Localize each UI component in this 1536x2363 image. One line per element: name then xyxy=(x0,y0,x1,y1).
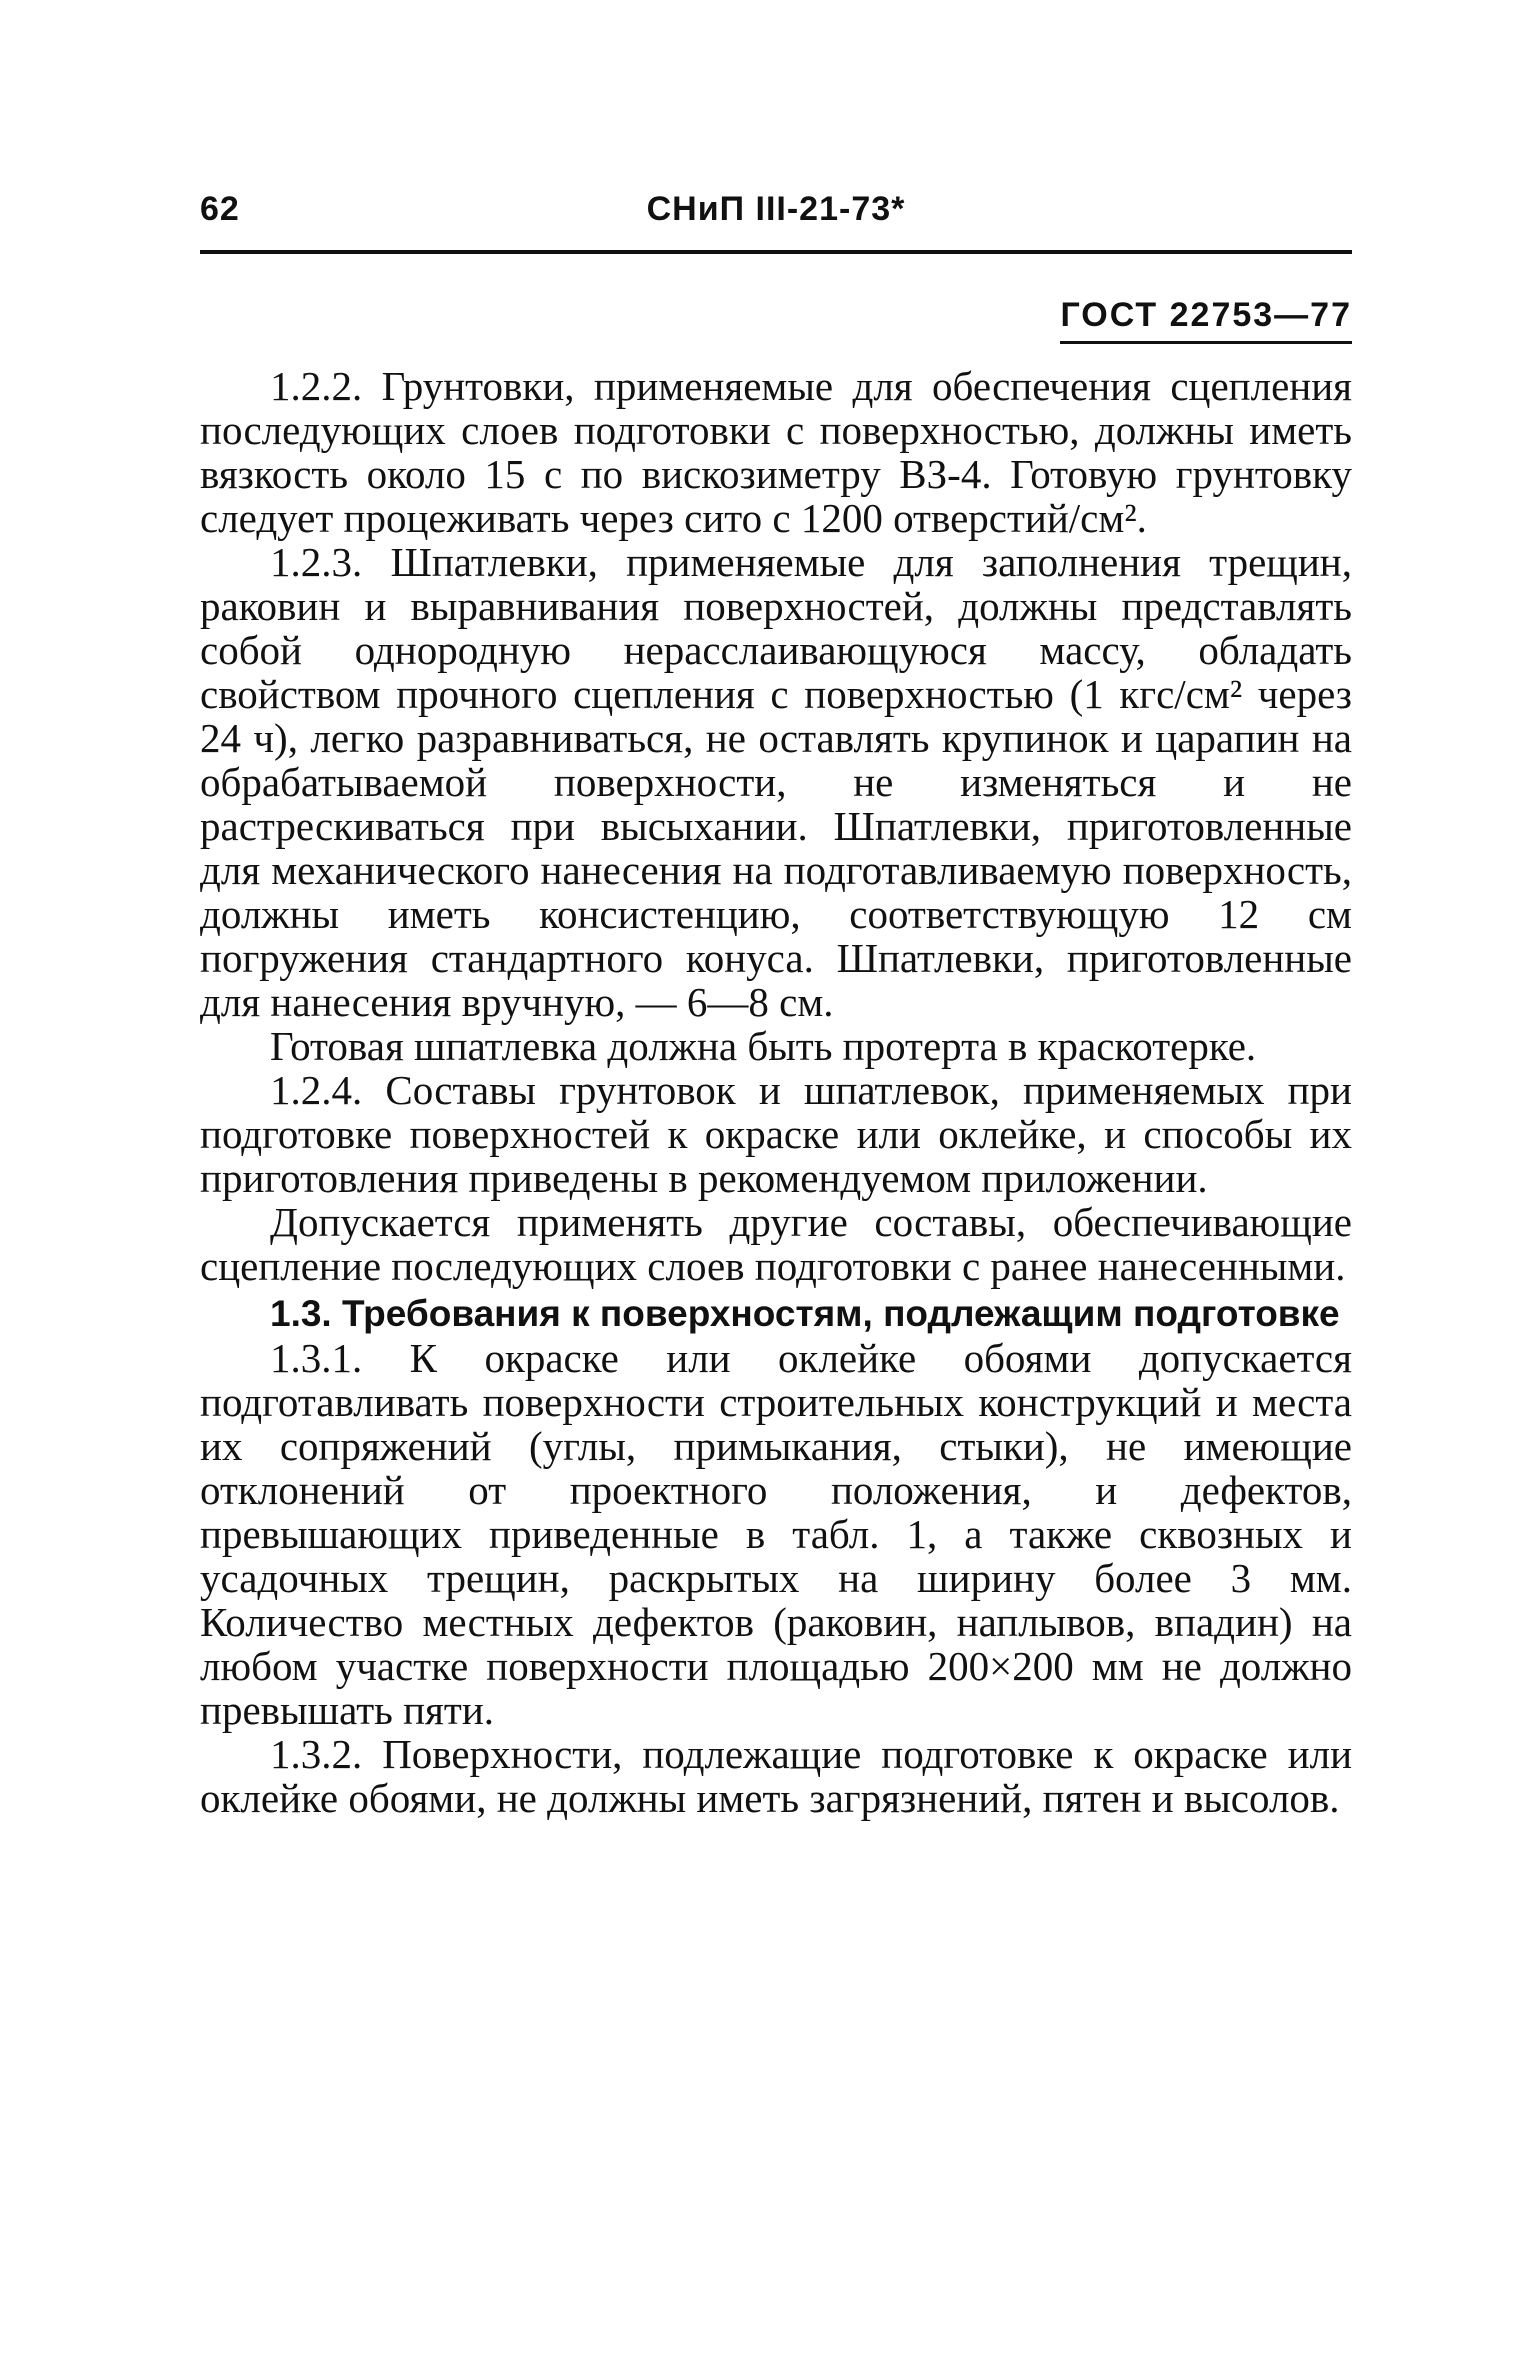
paragraph-1-3-2 xyxy=(200,1732,1352,1820)
paragraph-number: 1.2.3. xyxy=(270,539,363,585)
paragraph-ready-putty xyxy=(200,1024,1352,1068)
paragraph-1-3-1 xyxy=(200,1336,1352,1732)
paragraph-number: 1.3.1. xyxy=(270,1335,363,1381)
paragraph-number: 1.2.2. xyxy=(270,363,363,409)
running-title: СНиП III-21-73* xyxy=(646,190,906,228)
paragraph-text: Допускается применять другие составы, обеспечивающие сцепление последующих слоев подготовки с ранее нанесенными. xyxy=(200,1199,1352,1289)
paragraph-number: 1.3.2. xyxy=(270,1731,363,1777)
paragraph-text: Грунтовки, применяемые для обеспечения сцепления последующих слоев подготовки с поверхностью, должны иметь вязкость около 15 с по вискозиметру ВЗ-4. Готовую грунтовку следует процеживать через сито с 1200 отверстий/см². xyxy=(200,363,1353,541)
paragraph-number: 1.2.4. xyxy=(270,1067,363,1113)
paragraph-1-2-4 xyxy=(200,1068,1352,1200)
paragraph-1-2-2 xyxy=(200,364,1352,540)
paragraph-text: К окраске или оклейке обоями допускается подготавливать поверхности строительных конструкций и места их сопряжений (углы, примыкания, стыки), не имеющие отклонений от проектного положения, и дефектов, превышающих приведенные в табл. 1, а также сквозных и усадочных трещин, раскрытых на ширину более 3 мм. Количество местных дефектов (раковин, наплывов, впадин) на любом участке поверхности площадью 200×200 мм не должно превышать пяти. xyxy=(200,1335,1352,1733)
paragraph-text: Готовая шпатлевка должна быть протерта в краскотерке. xyxy=(270,1023,1257,1069)
paragraph-text: Составы грунтовок и шпатлевок, применяемых при подготовке поверхностей к окраске или оклейке, и способы их приготовления приведены в рекомендуемом приложении. xyxy=(200,1067,1352,1201)
standard-reference-block xyxy=(200,296,1352,344)
paragraph-text: Шпатлевки, применяемые для заполнения трещин, раковин и выравнивания поверхностей, должны представлять собой однородную нерасслаивающуюся массу, обладать свойством прочного сцепления с поверхностью (1 кгс/см² через 24 ч), легко разравниваться, не оставлять крупинок и царапин на обрабатываемой поверхности, не изменяться и не растрескиваться при высыхании. Шпатлевки, приготовленные для механического нанесения на подготавливаемую поверхность, должны иметь консистенцию, соответствующую 12 см погружения стандартного конуса. Шпатлевки, приготовленные для нанесения вручную, — 6—8 см. xyxy=(200,539,1352,1025)
document-page xyxy=(200,190,1352,1820)
section-heading: 1.3. Требования к поверхностям, подлежащим подготовке xyxy=(270,1293,1340,1334)
paragraph-1-2-3 xyxy=(200,540,1352,1024)
page-header xyxy=(200,190,1352,262)
header-rule xyxy=(200,250,1352,254)
paragraph-text: Поверхности, подлежащие подготовке к окраске или оклейке обоями, не должны иметь загрязнений, пятен и высолов. xyxy=(200,1731,1353,1821)
standard-reference: ГОСТ 22753—77 xyxy=(1060,296,1352,344)
page-number: 62 xyxy=(200,190,240,228)
paragraph-other-compositions xyxy=(200,1200,1352,1288)
